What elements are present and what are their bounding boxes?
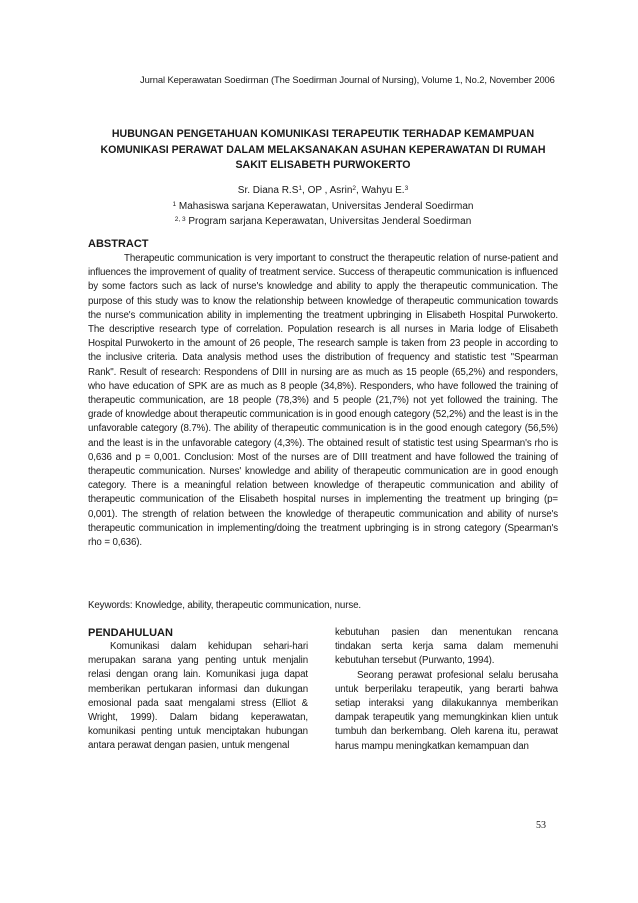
author-names: Sr. Diana $R.S^1$, OP , Asrin$^2$, Wahyu E.$^3$: [237, 185, 409, 196]
abstract-heading: ABSTRACT: [88, 238, 149, 250]
keywords: Keywords: Knowledge, ability, therapeutic communication, nurse.: [88, 600, 361, 611]
right-paragraph-2: Seorang perawat profesional selalu berusaha untuk berperilaku terapeutik, yang berarti bahwa setiap interaksi yang dilakukannya memberikan dampak terapeutik yang memungkinkan klien untuk tumbuh dan berkembang. Oleh karena itu, perawat harus mampu meningkatkan kemampuan dan: [335, 669, 558, 752]
running-header: Jurnal Keperawatan Soedirman (The Soedirman Journal of Nursing), Volume 1, No.2, November 2006: [140, 74, 555, 85]
left-paragraph-1: Komunikasi dalam kehidupan sehari-hari merupakan sarana yang penting untuk menjalin relasi dengan orang lain. Komunikasi juga dapat memberikan pertukaran informasi dan dukungan emosional pada saat mengalami stress (Elliot & Wright, 1999). Dalam bidang keperawatan, komunikasi penting untuk menciptakan hubungan antara perawat dengan pasien, untuk mengenal: [88, 641, 308, 752]
right-paragraph-1: kebutuhan pasien dan menentukan rencana tindakan serta kerja sama dalam memenuhi kebutuhan tersebut (Purwanto, 1994).: [335, 627, 558, 667]
section-heading: PENDAHULUAN: [88, 627, 173, 639]
left-column: [88, 626, 308, 754]
affiliation-1: $^1$ Mahasiswa sarjana Keperawatan, Universitas Jenderal Soedirman: [172, 200, 474, 212]
title-line-3: SAKIT ELISABETH PURWOKERTO: [235, 159, 411, 171]
affiliation-2: $^{2, 3}$ Program sarjana Keperawatan, Universitas Jenderal Soedirman: [174, 216, 472, 227]
abstract-text: Therapeutic communication is very important to construct the therapeutic relation of nurse-patient and influences the improvement of quality of treatment service. Success of therapeutic communication is influenced by some factors such as lack of nurse's knowledge and ability to apply the therapeutic communication. The purpose of this study was to know the relationship between knowledge of therapeutic communication towards the nurse's communication ability in implementing the treatment upbringing in Elisabeth Hospital Purwokerto. The descriptive research type of correlation. Population research is all nurses in Maria lodge of Elisabeth Hospital Purwokerto in the amount of 26 people, The research sample is taken from 23 people in according to the inclusive criteria. Data analysis method uses the distribution of frequency and statistic test "Spearman Rank". Result of research: Respondens of DIII in nursing are as much as 15 people (65,2%) and responders, who have education of SPK are as much as 8 people (34,8%). Responders, who have followed the training of therapeutic communication, are 18 people (78,3%) and 5 people (21,7%) not yet followed the training. The grade of knowledge about therapeutic communication is in good enough category (52,2%) and the least is in the unfavorable category (8.7%). The ability of therapeutic communication is in the good enough category (56,5%) and the least is in the unfavorable category (4,3%). The obtained result of statistic test using Spearman's rho is 0,636 and p = 0,001. Conclusion: Most of the nurses are of DIII treatment and have followed the training of therapeutic communication. Nurses' knowledge and ability of therapeutic communication are in good enough category. There is a meaningful relation between knowledge of therapeutic communication and ability of therapeutic communication of the Elisabeth hospital nurses in implementing the treatment up bringing (p= 0,001). The strength of relation between the knowledge of therapeutic communication and ability of nurse's therapeutic communication in implementing/doing the treatment upbringing is in strong category (Spearman's rho = 0,636).: [88, 253, 558, 549]
author-block: [80, 182, 566, 229]
article-title: [80, 127, 566, 174]
right-column: [335, 626, 558, 754]
page-number: 53: [536, 820, 546, 831]
abstract-body: [88, 252, 558, 550]
title-line-2: KOMUNIKASI PERAWAT DALAM MELAKSANAKAN ASUHAN KEPERAWATAN DI RUMAH: [100, 143, 546, 156]
title-line-1: HUBUNGAN PENGETAHUAN KOMUNIKASI TERAPEUTIK TERHADAP KEMAMPUAN: [111, 128, 535, 140]
